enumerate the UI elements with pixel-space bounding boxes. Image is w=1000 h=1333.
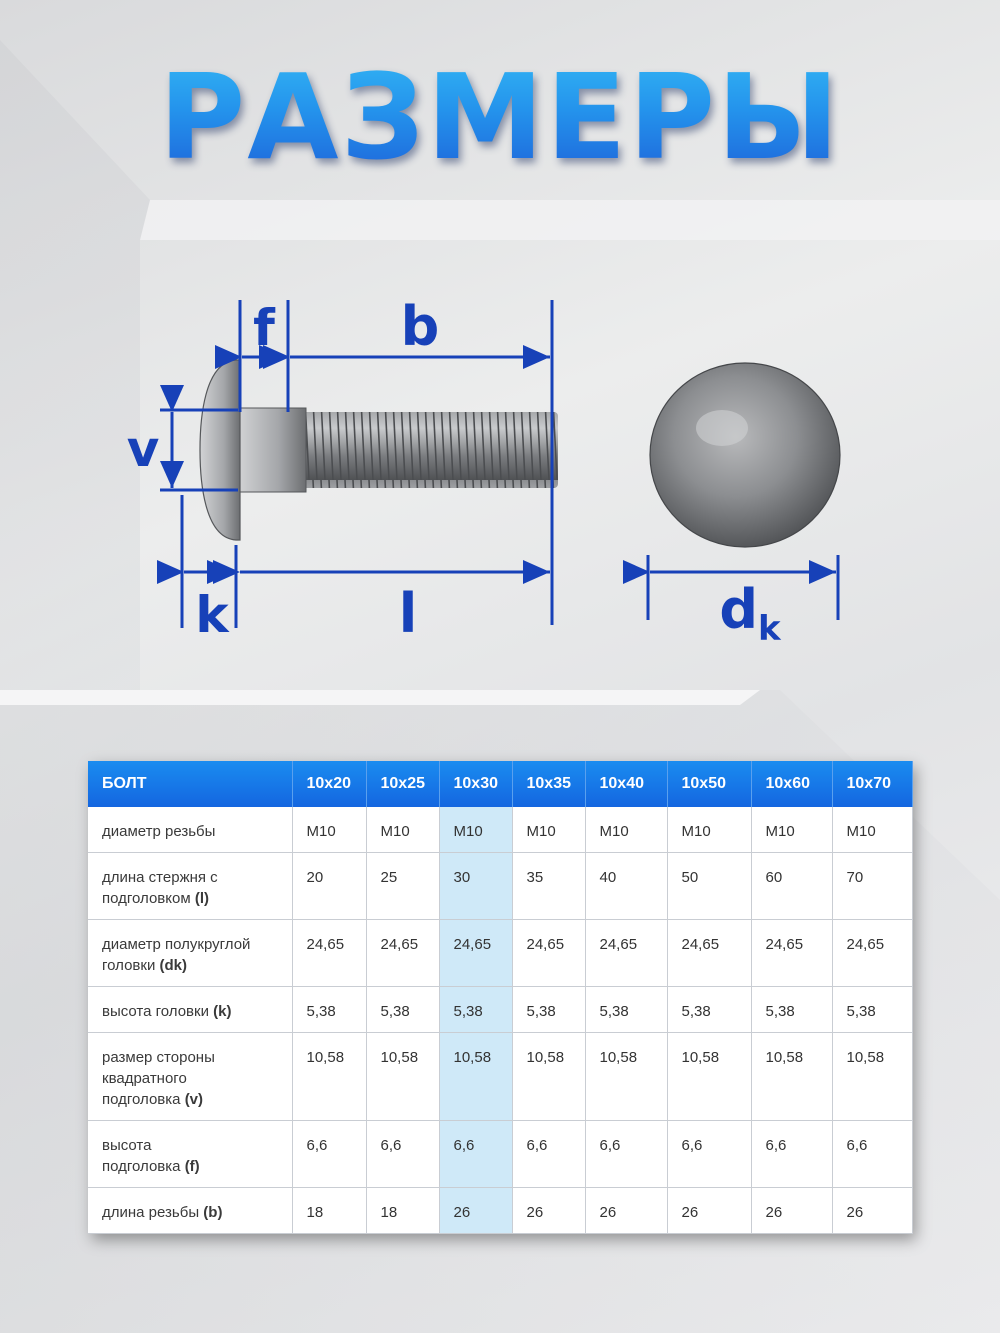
table-cell: 26 [751, 1188, 832, 1234]
header-size-5: 10x50 [667, 761, 751, 807]
row-label-symbol: (dk) [159, 957, 187, 974]
row-label-line: квадратного [102, 1070, 187, 1087]
dim-label-v: v [126, 420, 160, 478]
header-size-0: 10x20 [292, 761, 366, 807]
spec-table [88, 761, 912, 1234]
table-cell: M10 [366, 807, 439, 853]
table-cell: 10,58 [292, 1033, 366, 1121]
bolt-head-top-view [650, 363, 840, 547]
row-label-line: головки [102, 957, 156, 974]
table-cell: 35 [512, 853, 585, 920]
table-cell: M10 [751, 807, 832, 853]
row-label-line: диаметр резьбы [102, 823, 216, 840]
dim-label-f: f [253, 299, 275, 357]
table-cell: 26 [832, 1188, 912, 1234]
row-label-line: размер стороны [102, 1049, 215, 1066]
header-size-6: 10x60 [751, 761, 832, 807]
table-cell: 24,65 [512, 920, 585, 987]
row-label [88, 920, 292, 987]
row-label [88, 1188, 292, 1234]
table-cell: 10,58 [439, 1033, 512, 1121]
table-row [88, 853, 912, 920]
table-cell: 30 [439, 853, 512, 920]
table-cell: 6,6 [292, 1121, 366, 1188]
row-label-symbol: (k) [213, 1003, 232, 1020]
table-cell: 5,38 [439, 987, 512, 1033]
table-cell: M10 [832, 807, 912, 853]
header-size-3: 10x35 [512, 761, 585, 807]
table-cell: 26 [512, 1188, 585, 1234]
table-header-row [88, 761, 912, 807]
table-cell: 10,58 [585, 1033, 667, 1121]
row-label [88, 987, 292, 1033]
row-label [88, 1121, 292, 1188]
row-label-line: высота [102, 1137, 152, 1154]
row-label [88, 1033, 292, 1121]
table-row [88, 1121, 912, 1188]
row-label-line: подголовка [102, 1091, 181, 1108]
table-cell: 10,58 [366, 1033, 439, 1121]
table-cell: 5,38 [366, 987, 439, 1033]
table-cell: 26 [667, 1188, 751, 1234]
table-cell: 70 [832, 853, 912, 920]
table-cell: 5,38 [292, 987, 366, 1033]
table-cell: 5,38 [751, 987, 832, 1033]
table-cell: 24,65 [751, 920, 832, 987]
table-cell: M10 [667, 807, 751, 853]
table-cell: 5,38 [512, 987, 585, 1033]
table-cell: 10,58 [832, 1033, 912, 1121]
table-cell: 24,65 [832, 920, 912, 987]
table-row [88, 920, 912, 987]
row-label-line: длина резьбы [102, 1204, 200, 1221]
dim-label-k: k [195, 586, 229, 644]
table-cell: 10,58 [751, 1033, 832, 1121]
table-cell: 60 [751, 853, 832, 920]
table-cell: 5,38 [667, 987, 751, 1033]
table-cell: 24,65 [439, 920, 512, 987]
row-label-line: длина стержня с [102, 869, 218, 886]
table-row [88, 1188, 912, 1234]
table-cell: 50 [667, 853, 751, 920]
table-cell: 26 [439, 1188, 512, 1234]
dim-label-dk-main: d [719, 578, 759, 641]
dim-label-dk-sub: k [758, 609, 781, 649]
row-label-line: высота головки [102, 1003, 209, 1020]
header-bolt: БОЛТ [88, 761, 292, 807]
table-cell: 20 [292, 853, 366, 920]
table-cell: 26 [585, 1188, 667, 1234]
table-row [88, 807, 912, 853]
table-cell: 6,6 [667, 1121, 751, 1188]
header-size-7: 10x70 [832, 761, 912, 807]
table-cell: 24,65 [667, 920, 751, 987]
table-cell: 6,6 [366, 1121, 439, 1188]
table-cell: M10 [439, 807, 512, 853]
row-label-line: подголовком [102, 890, 191, 907]
table-cell: 6,6 [585, 1121, 667, 1188]
table-cell: 6,6 [832, 1121, 912, 1188]
row-label [88, 853, 292, 920]
table-cell: 5,38 [832, 987, 912, 1033]
row-label [88, 807, 292, 853]
dim-label-b: b [400, 295, 440, 358]
table-cell: 10,58 [667, 1033, 751, 1121]
row-label-symbol: (f) [184, 1158, 200, 1175]
table-cell: 24,65 [292, 920, 366, 987]
row-label-symbol: (b) [203, 1204, 223, 1221]
dim-label-dk [719, 578, 782, 649]
bolt-side-view [200, 360, 558, 540]
header-size-4: 10x40 [585, 761, 667, 807]
table-cell: 24,65 [585, 920, 667, 987]
row-label-line: подголовка [102, 1158, 181, 1175]
table-cell: 6,6 [439, 1121, 512, 1188]
row-label-line: диаметр полукруглой [102, 936, 251, 953]
page-title: РАЗМЕРЫ [0, 48, 1000, 186]
header-size-1: 10x25 [366, 761, 439, 807]
table-cell: 10,58 [512, 1033, 585, 1121]
table-cell: 24,65 [366, 920, 439, 987]
table-row [88, 987, 912, 1033]
table-cell: 5,38 [585, 987, 667, 1033]
row-label-symbol: (v) [184, 1091, 204, 1108]
row-label-symbol: (l) [194, 890, 210, 907]
table-cell: M10 [512, 807, 585, 853]
table-cell: 18 [292, 1188, 366, 1234]
table-cell: 25 [366, 853, 439, 920]
table-row [88, 1033, 912, 1121]
table-cell: 6,6 [512, 1121, 585, 1188]
table-cell: 6,6 [751, 1121, 832, 1188]
header-size-2: 10x30 [439, 761, 512, 807]
table-cell: M10 [292, 807, 366, 853]
dim-label-l: l [398, 582, 418, 645]
table-cell: M10 [585, 807, 667, 853]
table-cell: 40 [585, 853, 667, 920]
table-cell: 18 [366, 1188, 439, 1234]
